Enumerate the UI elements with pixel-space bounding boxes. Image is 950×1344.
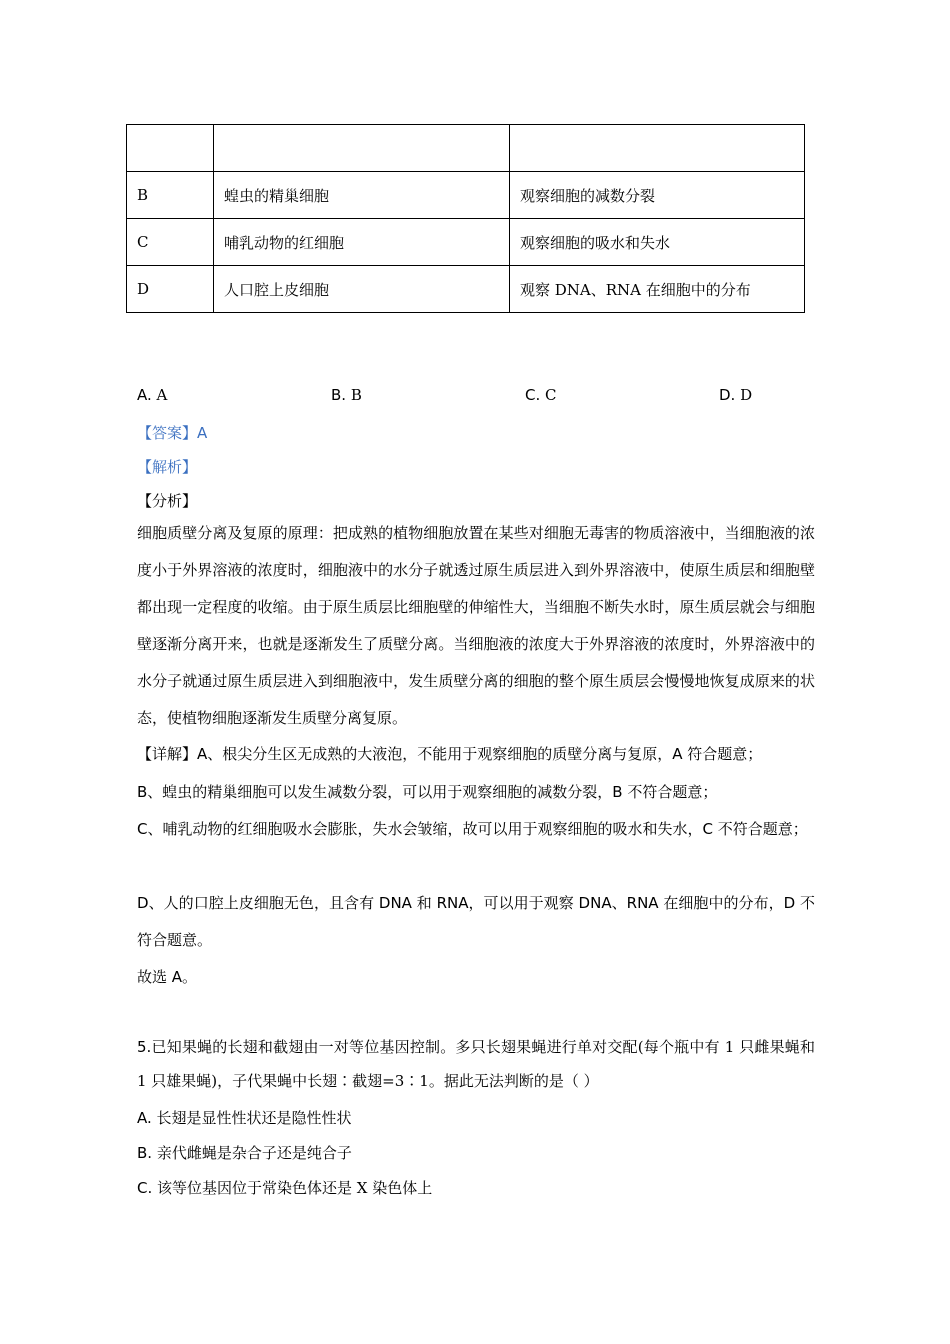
option-d[interactable]: D. D	[719, 386, 753, 404]
table-cell: 蝗虫的精巢细胞	[214, 172, 510, 219]
table-cell	[127, 125, 214, 172]
table-cell: 哺乳动物的红细胞	[214, 219, 510, 266]
table-cell: B	[127, 172, 214, 219]
table-cell: 观察细胞的减数分裂	[510, 172, 805, 219]
table-row	[127, 219, 805, 266]
option-a[interactable]: A. A	[137, 386, 168, 404]
table-cell	[214, 125, 510, 172]
table-row	[127, 172, 805, 219]
table-cell: 人口腔上皮细胞	[214, 266, 510, 313]
analysis-label: 【解析】	[137, 458, 198, 476]
table-cell: C	[127, 219, 214, 266]
table-cell: D	[127, 266, 214, 313]
q5-option-c[interactable]: C. 该等位基因位于常染色体还是 X 染色体上	[137, 1179, 433, 1197]
answer-value: A	[197, 424, 208, 442]
experiment-table	[126, 124, 805, 313]
detail-d: D、人的口腔上皮细胞无色，且含有 DNA 和 RNA，可以用于观察 DNA、RNA 在细胞中的分布，D 不符合题意。	[137, 894, 815, 949]
option-b[interactable]: B. B	[331, 386, 362, 404]
fenxi-label: 【分析】	[137, 492, 198, 510]
answer-line	[137, 422, 207, 443]
answer-label: 【答案】	[137, 424, 198, 442]
question-number: 5.	[137, 1038, 152, 1056]
detail-c: C、哺乳动物的红细胞吸水会膨胀，失水会皱缩，故可以用于观察细胞的吸水和失水，C 不符合题意；	[137, 820, 808, 838]
detail-a: 【详解】A、根尖分生区无成熟的大液泡，不能用于观察细胞的质壁分离与复原，A 符合题意；	[137, 745, 763, 763]
principle-paragraph: 细胞质壁分离及复原的原理：把成熟的植物细胞放置在某些对细胞无毒害的物质溶液中，当细胞液的浓度小于外界溶液的浓度时，细胞液中的水分子就透过原生质层进入到外界溶液中，使原生质层和细胞壁都出现一定程度的收缩。由于原生质层比细胞壁的伸缩性大，当细胞不断失水时，原生质层就会与细胞壁逐渐分离开来，也就是逐渐发生了质壁分离。当细胞液的浓度大于外界溶液的浓度时，外界溶液中的水分子就通过原生质层进入到细胞液中，发生质壁分离的细胞的整个原生质层会慢慢地恢复成原来的状态，使植物细胞逐渐发生质壁分离复原。	[137, 524, 815, 727]
question-5-stem: 5.已知果蝇的长翅和截翅由一对等位基因控制。多只长翅果蝇进行单对交配(每个瓶中有 1 只雌果蝇和 1 只雄果蝇)，子代果蝇中长翅∶截翅=3∶1。据此无法判断的是（ ）	[137, 1038, 815, 1090]
table-cell: 观察 DNA、RNA 在细胞中的分布	[510, 266, 805, 313]
table-cell: 观察细胞的吸水和失水	[510, 219, 805, 266]
conclusion: 故选 A。	[137, 968, 198, 986]
table-row	[127, 125, 805, 172]
table-row	[127, 266, 805, 313]
detail-label: 【详解】	[137, 745, 198, 763]
option-c[interactable]: C. C	[525, 386, 557, 404]
table-cell	[510, 125, 805, 172]
q5-option-a[interactable]: A. 长翅是显性性状还是隐性性状	[137, 1109, 352, 1127]
q5-option-b[interactable]: B. 亲代雌蝇是杂合子还是纯合子	[137, 1144, 352, 1162]
detail-b: B、蝗虫的精巢细胞可以发生减数分裂，可以用于观察细胞的减数分裂，B 不符合题意；	[137, 783, 718, 801]
